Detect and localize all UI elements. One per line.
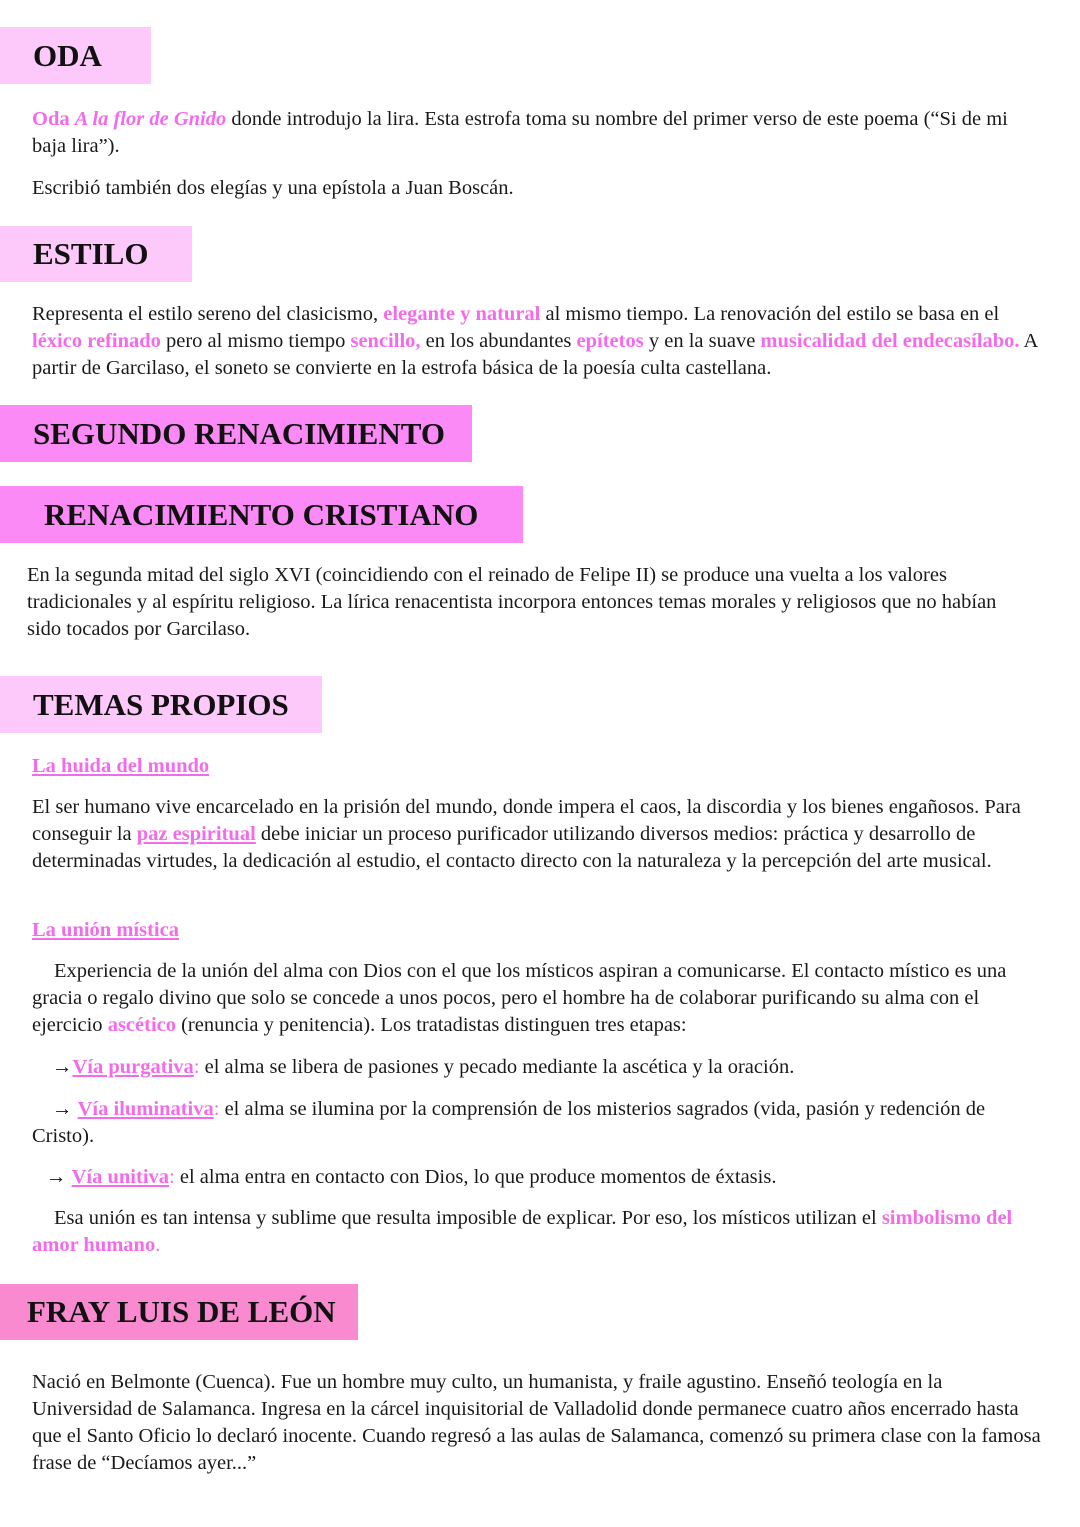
section-heading-segundo-renacimiento: SEGUNDO RENACIMIENTO xyxy=(0,405,472,462)
simbolismo-highlight: simbolismo del amor humano xyxy=(32,1207,1013,1256)
via-purgativa-title: Vía purgativa xyxy=(72,1056,194,1078)
oda-highlight: Oda xyxy=(32,108,70,130)
estilo-highlight-musicalidad: musicalidad del endecasílabo. xyxy=(760,330,1020,352)
via-item xyxy=(32,1054,1047,1081)
via-item xyxy=(32,1096,1047,1150)
huida-paragraph xyxy=(32,794,1047,875)
closing-paragraph xyxy=(32,1205,1047,1259)
huida-title: La huida del mundo xyxy=(32,755,210,777)
oda-text: donde introdujo la lira. Esta estrofa toma su nombre del primer verso de este poema (“Si de mi baja lira”). xyxy=(32,108,1008,157)
oda-paragraph xyxy=(32,106,1047,160)
oda-title: A la flor de Gnido xyxy=(74,108,227,130)
arrow-right-icon: → xyxy=(52,1098,78,1120)
cristiano-paragraph: En la segunda mitad del siglo XVI (coincidiendo con el reinado de Felipe II) se produce una vuelta a los valores tradicionales y al espíritu religioso. La lírica renacentista incorpora entonces temas morales y religiosos que no habían sido tocados por Garcilaso. xyxy=(27,564,997,640)
estilo-highlight-elegante: elegante y natural xyxy=(383,303,541,325)
huida-subtitle xyxy=(32,753,209,780)
estilo-highlight-lexico: léxico refinado xyxy=(32,330,161,352)
union-title: La unión mística xyxy=(32,919,179,941)
via-separator: : xyxy=(193,1056,200,1078)
oda-epistles-paragraph: Escribió también dos elegías y una epístola a Juan Boscán. xyxy=(32,177,514,199)
section-heading-estilo: ESTILO xyxy=(0,226,192,282)
arrow-right-icon: → xyxy=(46,1166,72,1188)
closing-text: Esa unión es tan intensa y sublime que resulta imposible de explicar. Por eso, los místicos utilizan el xyxy=(54,1207,882,1229)
via-separator: : xyxy=(213,1098,220,1120)
paz-espiritual-link: paz espiritual xyxy=(136,823,256,845)
union-text: Experiencia de la unión del alma con Dios con el que los místicos aspiran a comunicarse. El contacto místico es una gracia o regalo divino que solo se concede a unos pocos, pero el hombre ha de colaborar purificando su alma con el ejercicio xyxy=(32,960,1007,1036)
estilo-highlight-sencillo: sencillo, xyxy=(350,330,421,352)
estilo-highlight-epitetos: epítetos xyxy=(576,330,644,352)
estilo-text: en los abundantes xyxy=(420,330,577,352)
via-separator: : xyxy=(169,1166,175,1188)
via-item xyxy=(32,1164,1047,1191)
huida-text: debe iniciar un proceso purificador utilizando diversos medios: práctica y desarrollo de determinadas virtudes, la dedicación al estudio, el contacto directo con la naturaleza y la percepción del arte musical. xyxy=(32,823,992,872)
via-unitiva-title: Vía unitiva xyxy=(71,1166,170,1188)
via-text: el alma se libera de pasiones y pecado mediante la ascética y la oración. xyxy=(199,1056,795,1078)
section-heading-fray-luis: FRAY LUIS DE LEÓN xyxy=(0,1284,358,1340)
closing-period: . xyxy=(155,1234,161,1256)
section-heading-renacimiento-cristiano: RENACIMIENTO CRISTIANO xyxy=(0,486,523,543)
arrow-right-icon: → xyxy=(52,1056,73,1078)
section-heading-temas-propios: TEMAS PROPIOS xyxy=(0,676,322,733)
via-iluminativa-title: Vía iluminativa xyxy=(77,1098,214,1120)
estilo-text: y en la suave xyxy=(643,330,761,352)
estilo-paragraph xyxy=(32,301,1047,382)
union-text: (renuncia y penitencia). Los tratadistas distinguen tres etapas: xyxy=(175,1014,687,1036)
union-paragraph xyxy=(32,958,1047,1039)
fray-luis-paragraph: Nació en Belmonte (Cuenca). Fue un hombre muy culto, un humanista, y fraile agustino. Enseñó teología en la Universidad de Salamanca. Ingresa en la cárcel inquisitorial de Valladolid donde permanece cuatro años encerrado hasta que el Santo Oficio lo declaró inocente. Cuando regresó a las aulas de Salamanca, comenzó su primera clase con la famosa frase de “Decíamos ayer...” xyxy=(32,1371,1041,1474)
estilo-text: Representa el estilo sereno del clasicismo, xyxy=(32,303,384,325)
estilo-text: al mismo tiempo. La renovación del estilo se basa en el xyxy=(540,303,1000,325)
estilo-text: pero al mismo tiempo xyxy=(160,330,351,352)
huida-text: El ser humano vive encarcelado en la prisión del mundo, donde impera el caos, la discordia y los bienes engañosos. Para conseguir la xyxy=(32,796,1021,845)
via-text: el alma se ilumina por la comprensión de los misterios sagrados (vida, pasión y redención de Cristo). xyxy=(32,1098,986,1147)
ascetico-highlight: ascético xyxy=(107,1014,176,1036)
via-text: el alma entra en contacto con Dios, lo que produce momentos de éxtasis. xyxy=(174,1166,777,1188)
section-heading-oda: ODA xyxy=(0,27,151,84)
estilo-text: A partir de Garcilaso, el soneto se convierte en la estrofa básica de la poesía culta castellana. xyxy=(32,330,1038,379)
union-subtitle xyxy=(32,917,179,944)
